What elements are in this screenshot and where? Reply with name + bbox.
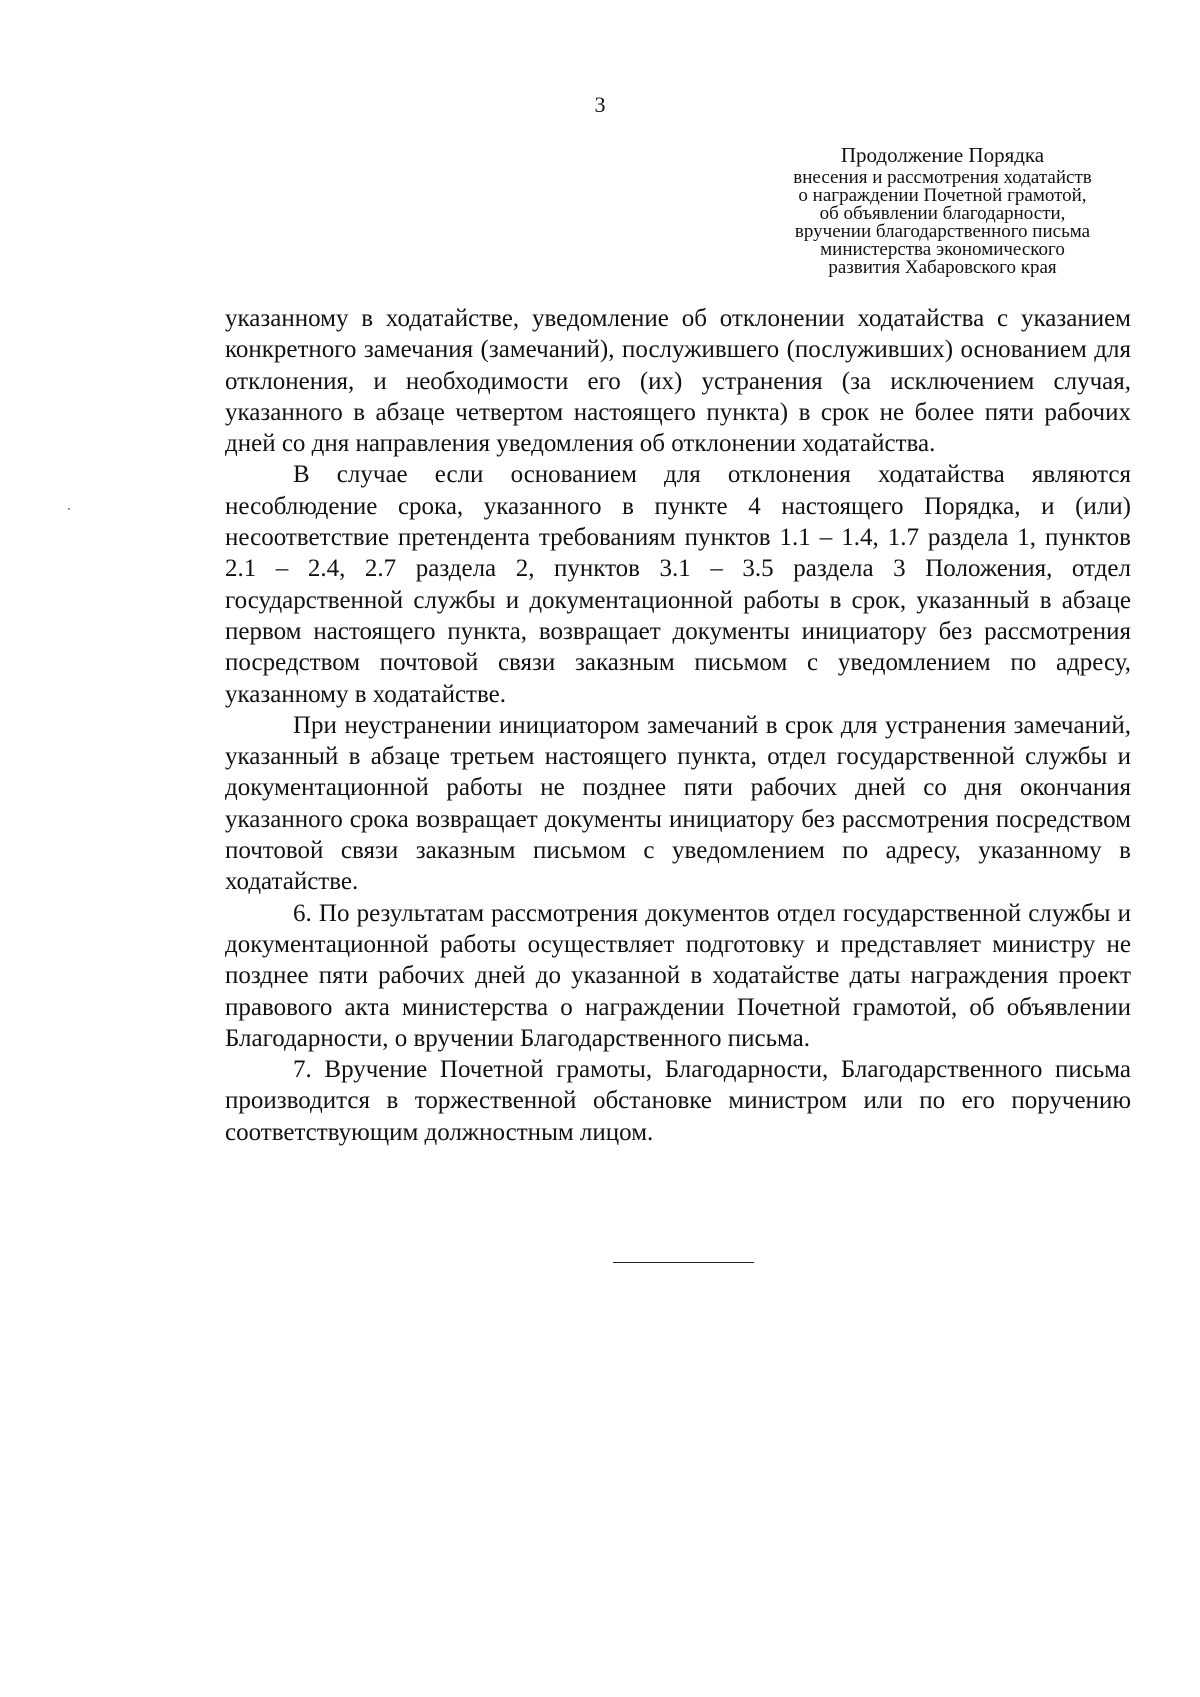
scan-artifact <box>68 508 70 510</box>
paragraph-item-7: 7. Вручение Почетной грамоты, Благодарности, Благодарственного письма производится в торжественной обстановке министром или по его поручению соответствующим должностным лицом. <box>225 1056 1131 1146</box>
continuation-title: Продолжение Порядка <box>840 143 1045 167</box>
continuation-heading <box>745 143 1140 277</box>
continuation-line: развития Хабаровского края <box>828 257 1057 278</box>
end-divider-line <box>613 1262 754 1263</box>
continuation-line: вручении благодарственного письма <box>794 221 1091 242</box>
continuation-line: о награждении Почетной грамотой, <box>798 185 1087 206</box>
paragraph-non-elimination: При неустранении инициатором замечаний в срок для устранения замечаний, указанный в абзаце третьем настоящего пункта, отдел государственной службы и документационной работы не позднее пяти рабочих дней со дня окончания указанного срока возвращает документы инициатору без рассмотрения посредством почтовой связи заказным письмом с уведомлением по адресу, указанному в ходатайстве. <box>225 711 1131 896</box>
page-number: 3 <box>594 92 606 117</box>
paragraph-item-6: 6. По результатам рассмотрения документов отдел государственной службы и документационной работы осуществляет подготовку и представляет министру не позднее пяти рабочих дней до указанной в ходатайстве даты награждения проект правового акта министерства о награждении Почетной грамотой, об объявлении Благодарности, о вручении Благодарственного письма. <box>225 899 1131 1052</box>
continuation-line: об объявлении благодарности, <box>819 203 1066 224</box>
continuation-line: внесения и рассмотрения ходатайств <box>793 167 1092 188</box>
paragraph-continuation: указанному в ходатайстве, уведомление об отклонении ходатайства с указанием конкретного замечания (замечаний), послужившего (послуживших) основанием для отклонения, и необходимости его (их) устранения (за исключением случая, указанного в абзаце четвертом настоящего пункта) в срок не более пяти рабочих дней со дня направления уведомления об отклонении ходатайства. <box>225 305 1131 458</box>
document-body <box>225 303 1131 1148</box>
continuation-line: министерства экономического <box>820 239 1065 260</box>
paragraph-rejection-case: В случае если основанием для отклонения ходатайства являются несоблюдение срока, указанного в пункте 4 настоящего Порядка, и (или) несоответствие претендента требованиям пунктов 1.1 – 1.4, 1.7 раздела 1, пунктов 2.1 – 2.4, 2.7 раздела 2, пунктов 3.1 – 3.5 раздела 3 Положения, отдел государственной службы и документационной работы в срок, указанный в абзаце первом настоящего пункта, возвращает документы инициатору без рассмотрения посредством почтовой связи заказным письмом с уведомлением по адресу, указанному в ходатайстве. <box>225 461 1131 708</box>
